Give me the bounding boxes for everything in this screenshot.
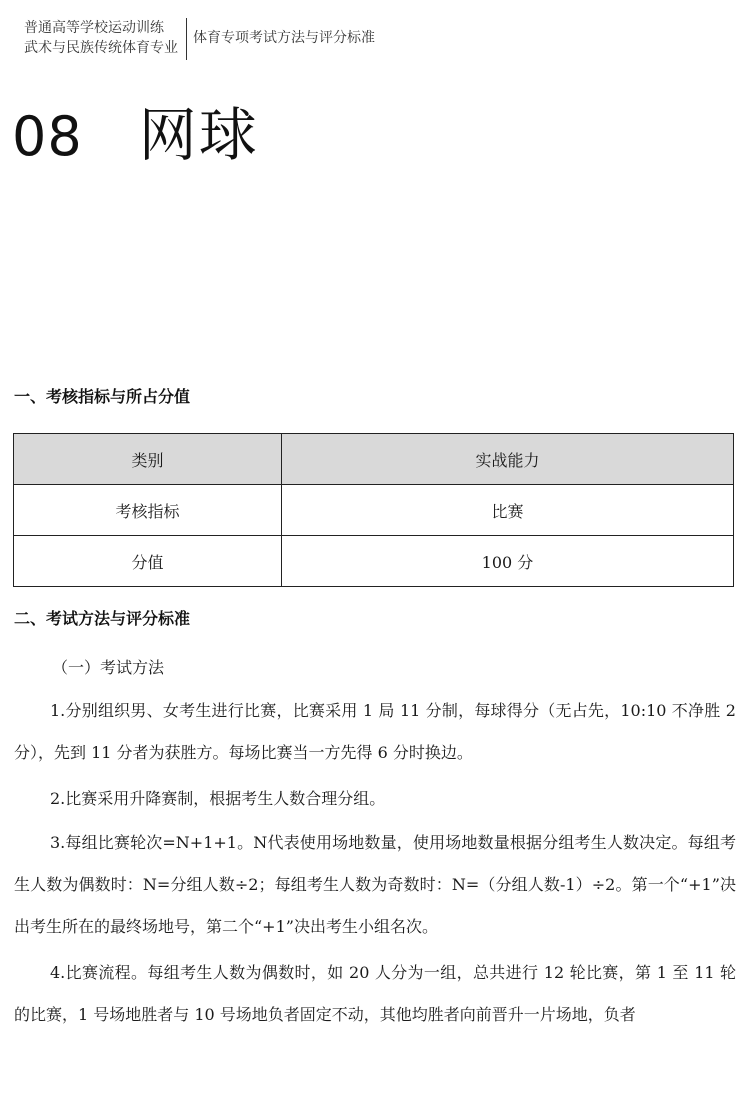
header-document-title: 体育专项考试方法与评分标准 [193, 30, 375, 46]
table-cell: 分值 [14, 536, 282, 587]
paragraph: 1.分别组织男、女考生进行比赛，比赛采用 1 局 11 分制，每球得分（无占先，10:10 不净胜 2 分），先到 11 分者为获胜方。每场比赛当一方先得 6 分时换边。 [14, 701, 736, 762]
section-heading-1: 一、考核指标与所占分值 [14, 387, 191, 406]
paragraph: 4.比赛流程。每组考生人数为偶数时，如 20 人分为一组，总共进行 12 轮比赛，第 1 至 11 轮的比赛，1 号场地胜者与 10 号场地负者固定不动，其他均胜者向前晋升一片场地，负者 [14, 963, 736, 1024]
table-header-cell: 类别 [14, 434, 282, 485]
table-header-row [14, 434, 734, 485]
paragraph: 2.比赛采用升降赛制，根据考生人数合理分组。 [50, 789, 386, 808]
score-table [13, 433, 734, 587]
table-cell: 考核指标 [14, 485, 282, 536]
header-program [24, 18, 178, 58]
chapter-title-block [12, 88, 259, 172]
table-cell: 100 分 [282, 536, 734, 587]
section-heading-2: 二、考试方法与评分标准 [14, 609, 191, 628]
page-header [24, 18, 375, 60]
table-cell: 比赛 [282, 485, 734, 536]
paragraph: 3.每组比赛轮次=N+1+1。N代表使用场地数量，使用场地数量根据分组考生人数决定。每组考生人数为偶数时：N=分组人数÷2；每组考生人数为奇数时：N=（分组人数-1）÷2。第一个“+1”决出考生所在的最终场地号，第二个“+1”决出考生小组名次。 [14, 833, 736, 936]
table-row [14, 536, 734, 587]
table-header-cell: 实战能力 [282, 434, 734, 485]
sub-heading-exam-method: （一）考试方法 [52, 658, 165, 677]
chapter-title: 网球 [138, 101, 259, 169]
header-line1: 普通高等学校运动训练 [24, 20, 164, 36]
header-divider [186, 18, 187, 60]
header-line2: 武术与民族传统体育专业 [24, 40, 178, 56]
chapter-number: 08 [12, 105, 83, 168]
table-row [14, 485, 734, 536]
